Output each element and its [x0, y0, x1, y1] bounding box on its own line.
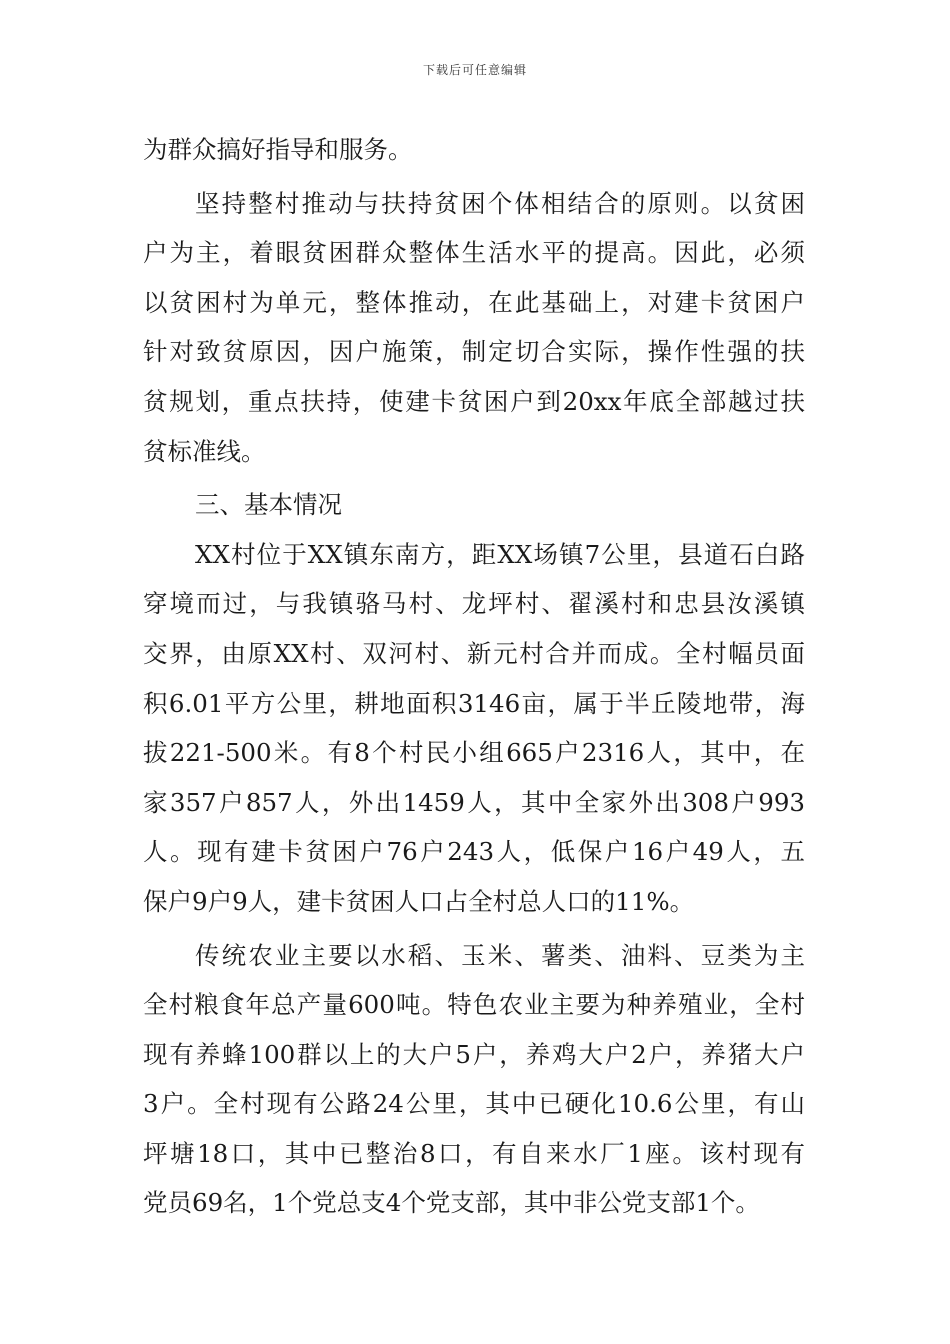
text-line: 3户。全村现有公路24公里，其中已硬化10.6公里，有山: [143, 1089, 805, 1119]
text-line: 贫标准线。: [143, 436, 266, 466]
section-heading: 三、基本情况: [195, 490, 342, 520]
text-line: 保户9户9人，建卡贫困人口占全村总人口的11%。: [143, 886, 695, 916]
text-line: 人。现有建卡贫困户76户243人，低保户16户49人，五: [143, 837, 805, 867]
text-line: 拔221-500米。有8个村民小组665户2316人，其中，在: [143, 738, 805, 768]
text-line: 积6.01平方公里，耕地面积3146亩，属于半丘陵地带，海: [143, 688, 805, 718]
text-line: 穿境而过，与我镇骆马村、龙坪村、翟溪村和忠县汝溪镇: [143, 589, 805, 619]
page-header-note: 下载后可任意编辑: [422, 63, 527, 77]
text-line: 以贫困村为单元，整体推动，在此基础上，对建卡贫困户: [143, 287, 805, 317]
document-body: [143, 125, 805, 1228]
paragraph-start-line: 传统农业主要以水稻、玉米、薯类、油料、豆类为主: [195, 940, 805, 970]
paragraph-start-line: 坚持整村推动与扶持贫困个体相结合的原则。以贫困: [195, 188, 805, 218]
text-line: 贫规划，重点扶持，使建卡贫困户到20xx年底全部越过扶: [143, 386, 805, 416]
text-line: 交界，由原XX村、双河村、新元村合并而成。全村幅员面: [143, 638, 805, 668]
text-line: 全村粮食年总产量600吨。特色农业主要为种养殖业，全村: [143, 990, 805, 1020]
text-line: 党员69名，1个党总支4个党支部，其中非公党支部1个。: [143, 1188, 760, 1218]
text-line: 户为主，着眼贫困群众整体生活水平的提高。因此，必须: [143, 238, 805, 268]
text-line: 家357户857人，外出1459人，其中全家外出308户993: [143, 787, 805, 817]
text-line: 现有养蜂100群以上的大户5户，养鸡大户2户，养猪大户: [143, 1039, 805, 1069]
paragraph-start-line: XX村位于XX镇东南方，距XX场镇7公里，县道石白路: [195, 539, 805, 569]
text-line: 坪塘18口，其中已整治8口，有自来水厂1座。该村现有: [143, 1138, 805, 1168]
text-line: 为群众搞好指导和服务。: [143, 135, 413, 164]
text-line: 针对致贫原因，因户施策，制定切合实际，操作性强的扶: [143, 337, 805, 367]
